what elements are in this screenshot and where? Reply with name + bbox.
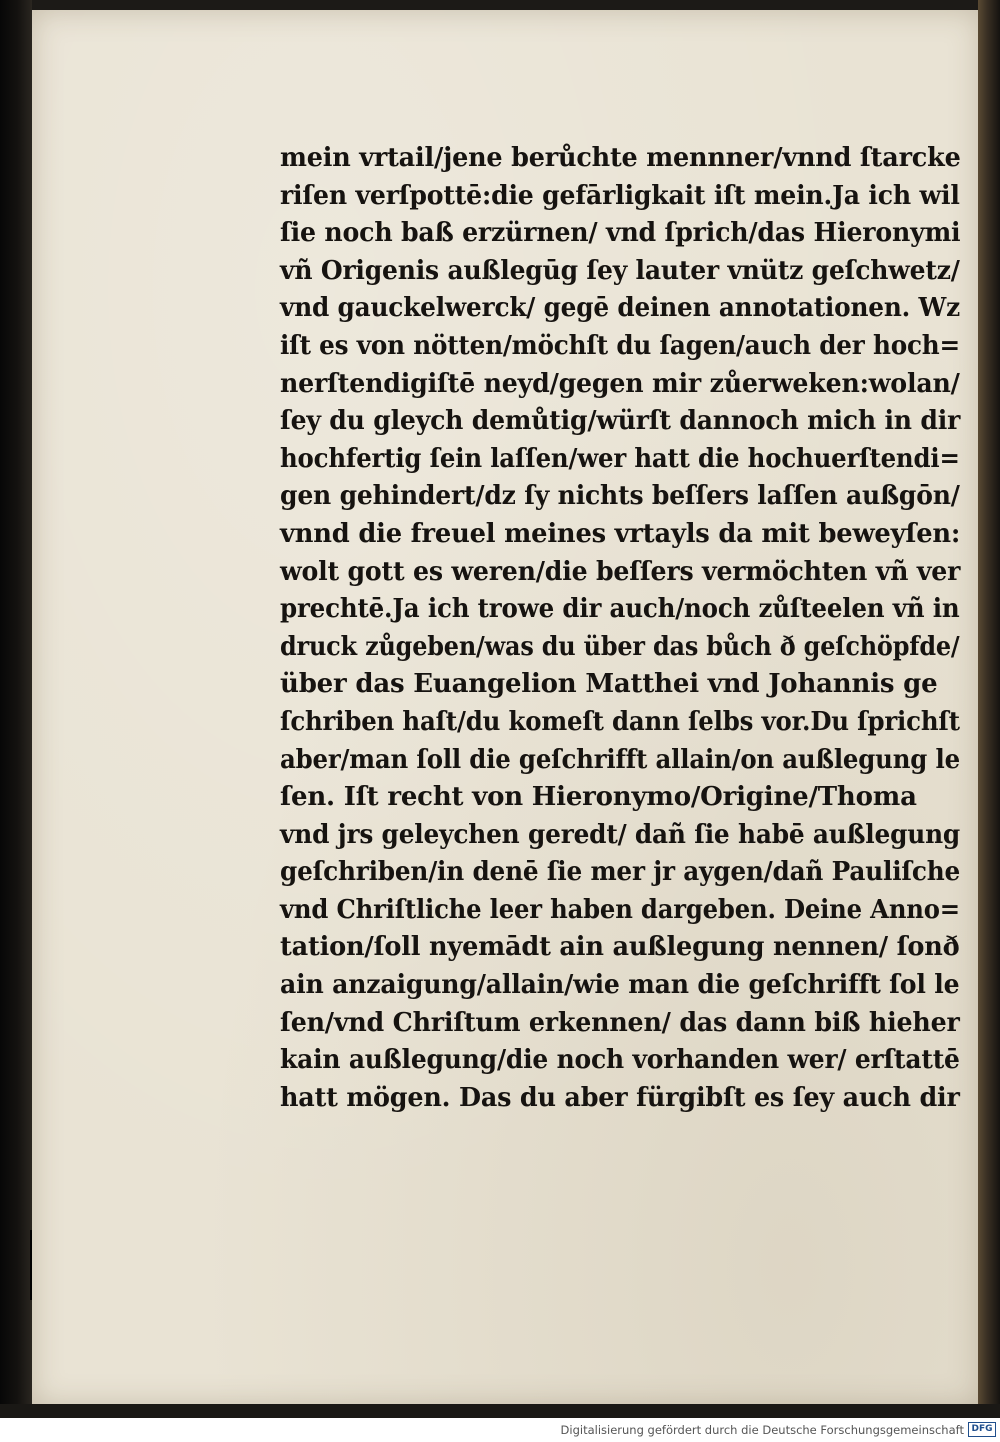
text-line: tation/ſoll nyemādt ain außlegung nennen/ ſonð [280,932,960,963]
text-line: vnnd die freuel meines vrtayls da mit beweyſen: [280,518,961,549]
text-line: ſen/vnd Chriſtum erkennen/ das dann biß hieher [280,1007,960,1038]
text-line: kain außlegung/die noch vorhanden wer/ erſtattē [280,1045,960,1076]
footer-bar [0,1418,1000,1442]
text-line: gen gehindert/dz ſy nichts beſſers laſſen außgōn/ [280,481,960,512]
right-page-edge [978,0,1000,1418]
text-line: riſen verſpottē:die gefārligkait iſt mein.Ja ich wil [280,180,960,211]
text-line: ſchriben haſt/du komeſt dann ſelbs vor.Du ſprichſt [280,706,960,737]
text-line: hochfertig ſein laſſen/wer hatt die hochuerſtendi= [280,443,960,474]
left-binding-edge [0,0,32,1418]
bottom-edge [0,1404,1000,1418]
text-line: iſt es von nötten/möchſt du ſagen/auch der hoch= [280,330,960,361]
text-line: aber/man ſoll die geſchrifft allain/on außlegung le [280,744,960,775]
text-block [280,140,960,1117]
text-line: nerſtendigiſtē neyd/gegen mir zůerweken:wolan/ [280,368,960,399]
dfg-logo-text: DFG [971,1424,993,1434]
text-line: wolt gott es weren/die beſſers vermöchten vñ ver [280,556,961,587]
text-line: ain anzaigung/allain/wie man die geſchrifft ſol le [280,970,960,1001]
text-line: ſie noch baß erzürnen/ vnd ſprich/das Hieronymi [280,218,961,249]
text-line: hatt mögen. Das du aber fürgibſt es ſey auch dir [280,1082,960,1113]
text-line: mein vrtail/jene berůchte mennner/vnnd ſtarcke [280,143,961,173]
text-line: vñ Origenis außlegūg ſey lauter vnütz geſchwetz/ [280,255,960,286]
dfg-logo-icon [968,1422,996,1437]
text-line: vnd jrs geleychen geredt/ dañ ſie habē außlegung [280,819,961,850]
text-line: druck zůgeben/was du über das bůch ð geſchöpfde/ [280,631,960,662]
text-line: vnd Chriſtliche leer haben dargeben. Deine Anno= [280,894,960,925]
text-line: über das Euangelion Matthei vnd Johannis ge [280,669,938,700]
text-line: ſey du gleych demůtig/würſt dannoch mich in dir [280,406,961,437]
text-line: prechtē.Ja ich trowe dir auch/noch zůſteelen vñ in [280,594,960,625]
text-line: ſen. Iſt recht von Hieronymo/Origine/Thoma [280,782,917,813]
funding-credit: Digitalisierung gefördert durch die Deutsche Forschungsgemeinschaft [560,1423,964,1437]
text-line: vnd gauckelwerck/ gegē deinen annotationen. Wz [280,293,960,324]
text-line: geſchriben/in denē ſie mer jr aygen/dañ Pauliſche [280,857,961,888]
